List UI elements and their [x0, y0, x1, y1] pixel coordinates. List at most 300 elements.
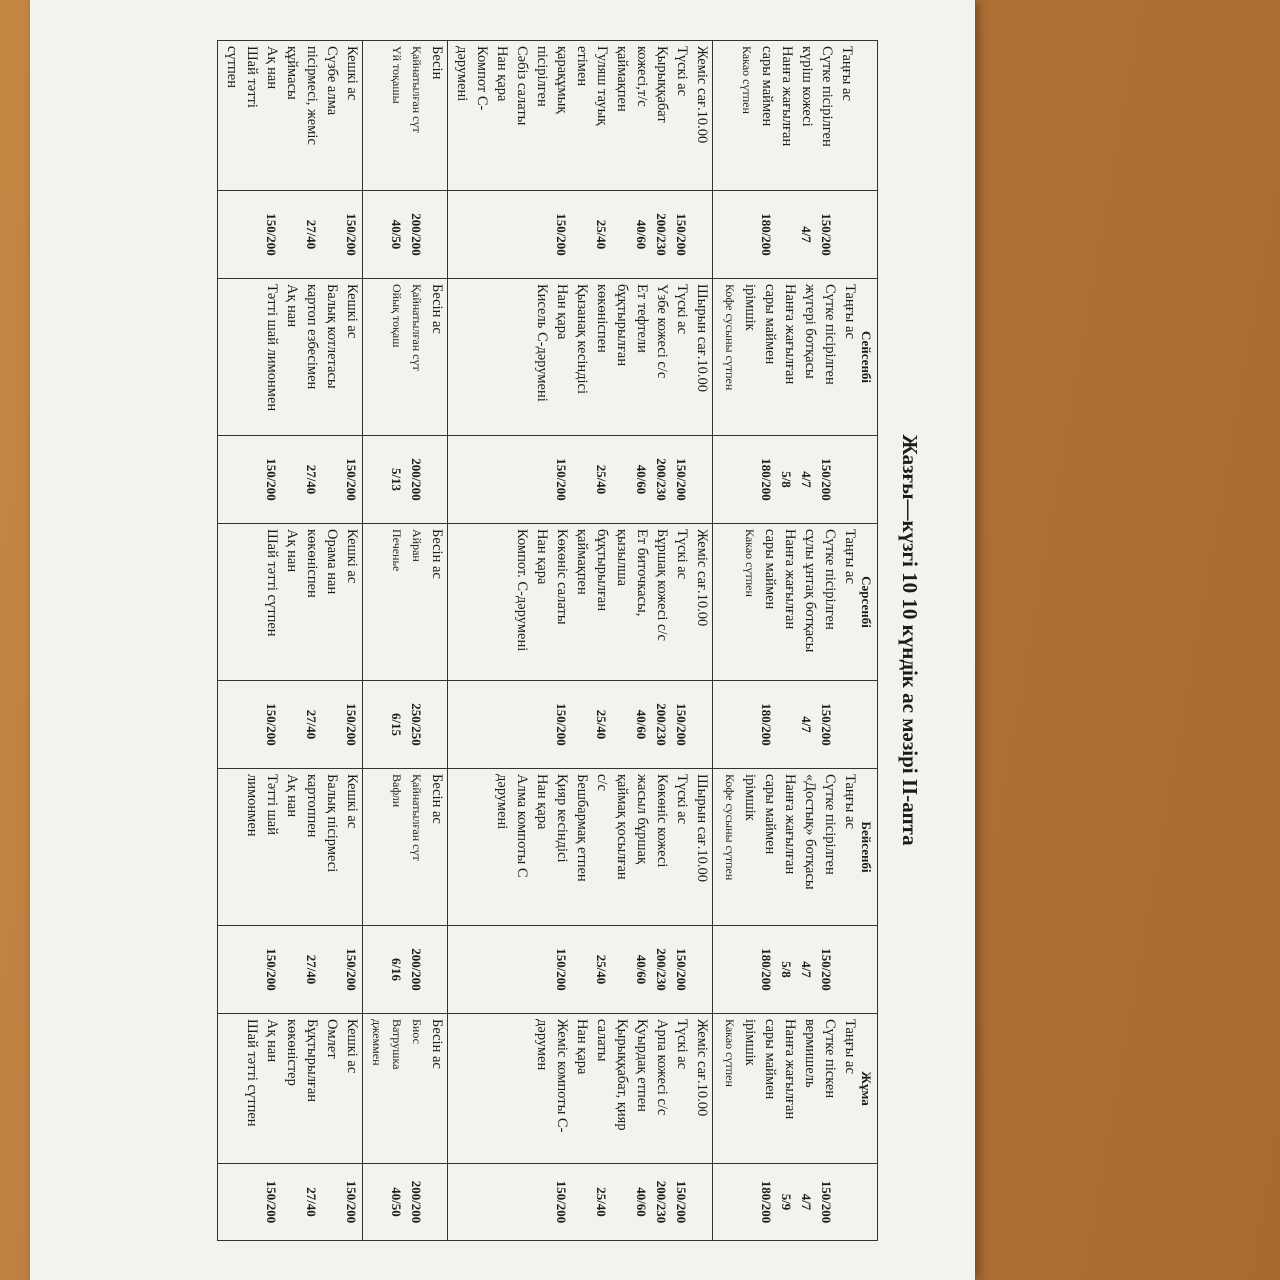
quantity-cell: [448, 191, 713, 279]
dish-line: вермишель: [802, 1019, 818, 1088]
quantity-line: 40/50: [389, 219, 404, 250]
dish-line: Таңғы ас: [839, 46, 855, 101]
quantity-line: [240, 1169, 260, 1235]
dish-line: Балық пісірмесі: [324, 774, 340, 873]
dish-line: Вафли: [390, 774, 404, 808]
quantity-line: [715, 441, 735, 518]
quantity-line: 200/230: [654, 948, 669, 991]
quantity-line: [320, 686, 340, 763]
dish-line: Қайнатылған сүт: [410, 46, 424, 133]
quantity-line: 150/200: [344, 703, 359, 746]
dish-line: Түскі ас: [674, 529, 690, 580]
dish-line: Алма компоты С: [514, 774, 530, 878]
dish-cell: [448, 279, 713, 436]
quantity-line: [690, 931, 710, 1008]
quantity-cell: [363, 191, 448, 279]
quantity-line: [425, 196, 445, 273]
dish-line: Нанға жағылған: [779, 46, 795, 147]
dish-line: с/с: [594, 774, 610, 791]
quantity-cell: [363, 926, 448, 1014]
quantity-line: [775, 196, 795, 273]
dish-line: салаты: [594, 1019, 610, 1062]
dish-line: Кешкі ас: [344, 46, 360, 101]
quantity-line: [530, 196, 550, 273]
dish-line: Үй тоқашы: [390, 46, 404, 104]
quantity-line: [610, 441, 630, 518]
dish-line: Шай тәтті сүтпен: [244, 1019, 260, 1127]
dish-line: картоппен: [304, 774, 320, 838]
dish-line: Түскі ас: [674, 774, 690, 825]
quantity-line: 150/200: [674, 1180, 689, 1224]
quantity-line: 27/40: [304, 219, 319, 250]
dish-line: Қырыққабат: [654, 46, 670, 123]
row-spacer: [855, 931, 875, 1008]
document-rotated: [30, 30, 930, 1250]
quantity-cell: [218, 1164, 363, 1241]
quantity-cell: [363, 1164, 448, 1241]
quantity-cell: [713, 191, 878, 279]
quantity-line: [610, 196, 630, 273]
dish-line: Кешкі ас: [344, 529, 360, 584]
quantity-line: 40/60: [634, 709, 649, 740]
quantity-line: [735, 1169, 755, 1235]
quantity-line: [835, 441, 855, 518]
dish-line: Нан қара: [534, 774, 550, 830]
day-name: Бейсенбі: [859, 821, 874, 873]
dish-line: Сүзбе алма: [324, 46, 340, 116]
dish-line: Кисель С-дәрумені: [534, 284, 550, 402]
quantity-line: 40/60: [634, 219, 649, 250]
dish-line: Ақ нан: [264, 1019, 280, 1063]
quantity-line: 150/200: [344, 1180, 359, 1224]
quantity-line: [690, 441, 710, 518]
quantity-line: 4/7: [799, 226, 814, 243]
quantity-line: 200/200: [409, 458, 424, 501]
dish-line: джеммен: [370, 1019, 384, 1066]
quantity-line: [450, 196, 470, 273]
dish-line: сары маймен: [762, 774, 778, 855]
quantity-line: 250/250: [409, 703, 424, 746]
quantity-line: [570, 686, 590, 763]
menu-table: [217, 40, 878, 1241]
dish-line: Қуырдақ етпен: [634, 1019, 650, 1112]
dish-line: Сүтке пісірілген: [819, 46, 835, 147]
quantity-cell: [448, 681, 713, 769]
quantity-line: 4/7: [799, 1193, 814, 1211]
quantity-line: 150/200: [344, 458, 359, 501]
dish-line: сары маймен: [762, 529, 778, 610]
dish-line: Какао сүтпен: [743, 529, 757, 597]
dish-cell: [713, 1014, 878, 1164]
quantity-line: 150/200: [674, 213, 689, 256]
quantity-line: [365, 1169, 385, 1235]
quantity-line: 150/200: [674, 458, 689, 501]
row-spacer: [855, 1169, 875, 1235]
meal-row-dinner: [218, 41, 363, 1241]
quantity-line: 5/8: [779, 961, 794, 978]
dish-line: Кофе сусыны сүтпен: [723, 774, 737, 881]
quantity-line: [320, 931, 340, 1008]
quantity-line: 150/200: [819, 1180, 834, 1224]
quantity-line: 5/13: [389, 467, 404, 492]
quantity-line: [320, 196, 340, 273]
quantity-line: [425, 441, 445, 518]
dish-line: Нан қара: [494, 46, 510, 102]
dish-line: күріш кожесі: [799, 46, 815, 127]
quantity-line: [610, 686, 630, 763]
quantity-line: [280, 441, 300, 518]
quantity-cell: [713, 436, 878, 524]
day-name: Сәрсенбі: [859, 576, 874, 628]
dish-line: Омлет: [324, 1019, 340, 1059]
dish-line: Нан қара: [534, 529, 550, 585]
quantity-line: 27/40: [304, 464, 319, 495]
quantity-line: 200/200: [409, 1180, 424, 1224]
quantity-line: [570, 931, 590, 1008]
quantity-line: [510, 686, 530, 763]
quantity-line: [425, 686, 445, 763]
quantity-line: [280, 686, 300, 763]
quantity-line: 150/200: [554, 1180, 569, 1224]
dish-line: Кешкі ас: [344, 284, 360, 339]
quantity-line: 27/40: [304, 954, 319, 985]
dish-cell: [218, 1014, 363, 1164]
quantity-line: [835, 1169, 855, 1235]
dish-line: Кешкі ас: [344, 1019, 360, 1074]
quantity-line: 40/60: [634, 464, 649, 495]
quantity-line: [510, 196, 530, 273]
dish-line: пісірілген: [534, 46, 550, 107]
dish-line: Шай тәтті сүтпен: [264, 529, 280, 637]
quantity-line: 27/40: [304, 1187, 319, 1217]
dish-line: Қызанақ кесіндісі: [574, 284, 590, 395]
dish-line: Қайнатылған сүт: [410, 774, 424, 861]
dish-cell: [448, 41, 713, 191]
quantity-line: [530, 686, 550, 763]
dish-line: Ақ нан: [284, 529, 300, 573]
quantity-line: 150/200: [554, 458, 569, 501]
quantity-line: [280, 1169, 300, 1235]
quantity-line: 150/200: [264, 703, 279, 746]
quantity-line: 40/60: [634, 1187, 649, 1217]
dish-line: лимонмен: [244, 774, 260, 837]
dish-line: Таңғы ас: [842, 529, 858, 584]
dish-line: сұлы ұнтақ ботқасы: [802, 529, 818, 653]
dish-line: Нанға жағылған: [782, 774, 798, 875]
quantity-line: [280, 196, 300, 273]
dish-line: ірімшік: [742, 284, 758, 331]
dish-line: Нанға жағылған: [782, 284, 798, 385]
quantity-line: 150/200: [264, 948, 279, 991]
quantity-cell: [218, 436, 363, 524]
dish-line: Үзбе кожесі с/с: [654, 284, 670, 379]
dish-line: «Достық» ботқасы: [802, 774, 818, 890]
dish-line: Бұқтырылған: [304, 1019, 320, 1103]
dish-cell: [218, 279, 363, 436]
quantity-line: 5/9: [779, 1193, 794, 1211]
dish-line: сүтпен: [224, 46, 240, 88]
dish-line: Гуляш тауық: [594, 46, 610, 126]
quantity-line: [690, 1169, 710, 1235]
dish-line: бұқтырылған: [594, 529, 610, 612]
dish-line: Нанға жағылған: [782, 529, 798, 630]
dish-line: қаймақ қосылған: [614, 774, 630, 880]
dish-line: Түскі ас: [674, 1019, 690, 1070]
dish-line: Таңғы ас: [842, 284, 858, 339]
dish-line: Биос: [410, 1019, 424, 1044]
quantity-line: 150/200: [674, 948, 689, 991]
quantity-line: 180/200: [759, 1180, 774, 1224]
dish-line: Бесін ас: [429, 284, 445, 334]
dish-cell: [363, 41, 448, 191]
dish-line: Бешбармақ етпен: [574, 774, 590, 882]
quantity-line: 40/50: [389, 1187, 404, 1217]
dish-line: Қияр кесіндісі: [554, 774, 570, 863]
dish-line: Кофе сусыны сүтпен: [723, 284, 737, 391]
quantity-line: [610, 1169, 630, 1235]
quantity-line: 25/40: [594, 954, 609, 985]
quantity-line: 5/8: [779, 471, 794, 488]
quantity-line: [835, 686, 855, 763]
dish-line: Сүтке пісірілген: [822, 284, 838, 385]
dish-line: Жеміс сағ.10.00: [694, 529, 710, 627]
dish-line: етімен: [574, 46, 590, 87]
quantity-line: 200/230: [654, 213, 669, 256]
dish-line: Жеміс компоты С-: [554, 1019, 570, 1133]
quantity-line: [570, 1169, 590, 1235]
quantity-line: 25/40: [594, 709, 609, 740]
dish-line: ірімшік: [742, 1019, 758, 1066]
dish-line: ірімшік: [742, 774, 758, 821]
quantity-line: 180/200: [759, 703, 774, 746]
dish-line: Түскі ас: [674, 46, 690, 97]
quantity-line: [735, 196, 755, 273]
dish-line: Бесін ас: [429, 1019, 445, 1069]
quantity-cell: [448, 926, 713, 1014]
quantity-line: 25/40: [594, 219, 609, 250]
dish-line: Нан қара: [554, 284, 570, 340]
dish-line: қаймақпен: [614, 46, 630, 112]
dish-line: Бесін: [429, 46, 445, 80]
quantity-line: 150/200: [554, 213, 569, 256]
dish-line: сары маймен: [762, 284, 778, 365]
dish-cell: [713, 41, 878, 191]
dish-line: Нанға жағылған: [782, 1019, 798, 1120]
dish-cell: [448, 1014, 713, 1164]
quantity-line: 150/200: [344, 948, 359, 991]
quantity-line: 150/200: [554, 948, 569, 991]
dish-cell: [363, 524, 448, 681]
dish-line: Айран: [410, 529, 424, 562]
dish-line: сары маймен: [762, 1019, 778, 1100]
quantity-line: 180/200: [759, 213, 774, 256]
dish-line: дәрумен: [534, 1019, 550, 1071]
dish-line: қарақұмық: [554, 46, 570, 114]
dish-line: Шырын сағ.10.00: [694, 774, 710, 882]
quantity-line: [280, 931, 300, 1008]
dish-line: сары маймен: [759, 46, 775, 127]
document-title: Жазғы—күзгі 10 10 күндік ас мәзірі II-апта: [898, 434, 922, 846]
quantity-line: 200/230: [654, 703, 669, 746]
dish-cell: [363, 279, 448, 436]
quantity-line: 150/200: [819, 948, 834, 991]
quantity-line: 4/7: [799, 716, 814, 733]
dish-line: Ойық тоқаш: [390, 284, 404, 348]
dish-cell: [363, 1014, 448, 1164]
quantity-line: 150/200: [264, 458, 279, 501]
quantity-line: 150/200: [819, 213, 834, 256]
dish-line: дәрумені: [454, 46, 470, 102]
quantity-line: 25/40: [594, 1187, 609, 1217]
quantity-line: [835, 931, 855, 1008]
quantity-line: [490, 931, 510, 1008]
quantity-line: [775, 686, 795, 763]
quantity-line: [530, 441, 550, 518]
day-name: Сейсенбі: [859, 330, 874, 384]
dish-line: Түскі ас: [674, 284, 690, 335]
dish-line: бұқтырылған: [614, 284, 630, 367]
quantity-line: [690, 196, 710, 273]
quantity-line: [510, 931, 530, 1008]
quantity-line: 150/200: [674, 703, 689, 746]
dish-line: Ақ нан: [264, 46, 280, 90]
quantity-line: 180/200: [759, 458, 774, 501]
dish-line: Қайнатылған сүт: [410, 284, 424, 371]
dish-cell: [713, 524, 878, 681]
dish-line: картоп езбесімен: [304, 284, 320, 390]
quantity-cell: [448, 1164, 713, 1241]
dish-line: Қырыққабат, қияр: [614, 1019, 630, 1131]
dish-cell: [448, 769, 713, 926]
quantity-cell: [713, 681, 878, 769]
dish-line: көкөністер: [284, 1019, 300, 1086]
dish-line: дәрумені: [494, 774, 510, 830]
row-spacer: [855, 196, 875, 273]
dish-line: Компот С-: [474, 46, 490, 111]
quantity-line: 150/200: [554, 703, 569, 746]
meal-row-lunch: [448, 41, 713, 1241]
dish-line: көкөніспен: [594, 284, 610, 353]
dish-line: Сүтке пісірілген: [822, 774, 838, 875]
quantity-line: [735, 686, 755, 763]
dish-cell: [713, 769, 878, 926]
quantity-line: 40/60: [634, 954, 649, 985]
meal-row-snack: [363, 41, 448, 1241]
dish-line: Бесін ас: [429, 774, 445, 824]
dish-line: құймасы: [284, 46, 300, 100]
dish-cell: [218, 769, 363, 926]
row-spacer: [855, 46, 875, 185]
quantity-cell: [218, 926, 363, 1014]
dish-line: Тәтті шай лимонмен: [264, 284, 280, 412]
dish-line: Орама нан: [324, 529, 340, 595]
dish-line: Көкөніс салаты: [554, 529, 570, 625]
dish-cell: [218, 524, 363, 681]
dish-line: Көкөніс кожесі: [654, 774, 670, 868]
dish-line: Ет тефтели: [634, 284, 650, 353]
quantity-line: 180/200: [759, 948, 774, 991]
dish-line: Жеміс сағ.10.00: [694, 46, 710, 144]
quantity-line: 150/200: [264, 213, 279, 256]
quantity-line: [570, 441, 590, 518]
dish-line: Жеміс сағ.10.00: [694, 1019, 710, 1117]
quantity-line: 150/200: [344, 213, 359, 256]
dish-cell: [448, 524, 713, 681]
dish-line: Ақ нан: [284, 774, 300, 818]
quantity-line: [715, 1169, 735, 1235]
quantity-line: [530, 1169, 550, 1235]
dish-line: Таңғы ас: [842, 774, 858, 829]
quantity-line: 6/16: [389, 957, 404, 982]
dish-line: Шай тәтті: [244, 46, 260, 108]
quantity-line: [470, 196, 490, 273]
dish-line: Тәтті шай: [264, 774, 280, 835]
quantity-line: 6/15: [389, 712, 404, 737]
quantity-cell: [713, 926, 878, 1014]
quantity-line: 4/7: [799, 471, 814, 488]
meal-row-breakfast: [713, 41, 878, 1241]
dish-line: Какао сүтпен: [740, 46, 754, 114]
dish-cell: [713, 279, 878, 436]
dish-line: Ақ нан: [284, 284, 300, 328]
dish-line: Шырын сағ.10.00: [694, 284, 710, 392]
quantity-line: [530, 931, 550, 1008]
dish-line: Бесін ас: [429, 529, 445, 579]
quantity-line: [425, 1169, 445, 1235]
quantity-line: 4/7: [799, 961, 814, 978]
quantity-line: 200/200: [409, 948, 424, 991]
quantity-line: [320, 1169, 340, 1235]
quantity-line: 27/40: [304, 709, 319, 740]
row-spacer: [855, 441, 875, 518]
dish-line: Арпа кожесі с/с: [654, 1019, 670, 1116]
dish-cell: [218, 41, 363, 191]
dish-line: кожесі,т/с: [634, 46, 650, 107]
dish-line: пісірмесі, жеміс: [304, 46, 320, 145]
dish-line: Таңғы ас: [842, 1019, 858, 1074]
dish-line: Сәбіз салаты: [514, 46, 530, 126]
quantity-line: [715, 931, 735, 1008]
dish-line: Балық котлетасы: [324, 284, 340, 389]
quantity-line: [835, 196, 855, 273]
quantity-line: [690, 686, 710, 763]
dish-line: Бұршақ кожесі с/с: [654, 529, 670, 641]
quantity-line: [220, 196, 240, 273]
quantity-cell: [218, 191, 363, 279]
dish-line: қызылша: [614, 529, 630, 587]
quantity-line: 150/200: [819, 703, 834, 746]
quantity-cell: [363, 436, 448, 524]
quantity-line: [425, 931, 445, 1008]
dish-line: жасыл бұршақ: [634, 774, 650, 865]
quantity-line: 25/40: [594, 464, 609, 495]
dish-line: Сүтке пісірілген: [822, 529, 838, 630]
quantity-line: [735, 441, 755, 518]
quantity-cell: [713, 1164, 878, 1241]
dish-line: Сүтке піскен: [822, 1019, 838, 1099]
dish-line: Какао сүтпен: [723, 1019, 737, 1087]
dish-line: Кешкі ас: [344, 774, 360, 829]
dish-line: Нан қара: [574, 1019, 590, 1075]
dish-line: қаймақпен: [574, 529, 590, 595]
dish-line: Компот. С-дәрумені: [514, 529, 530, 652]
quantity-line: [490, 196, 510, 273]
dish-line: Печенье: [390, 529, 404, 572]
dish-cell: [363, 769, 448, 926]
day-name: Жұма: [859, 1071, 874, 1106]
dish-line: жүгері ботқасы: [802, 284, 818, 379]
quantity-line: [320, 441, 340, 518]
